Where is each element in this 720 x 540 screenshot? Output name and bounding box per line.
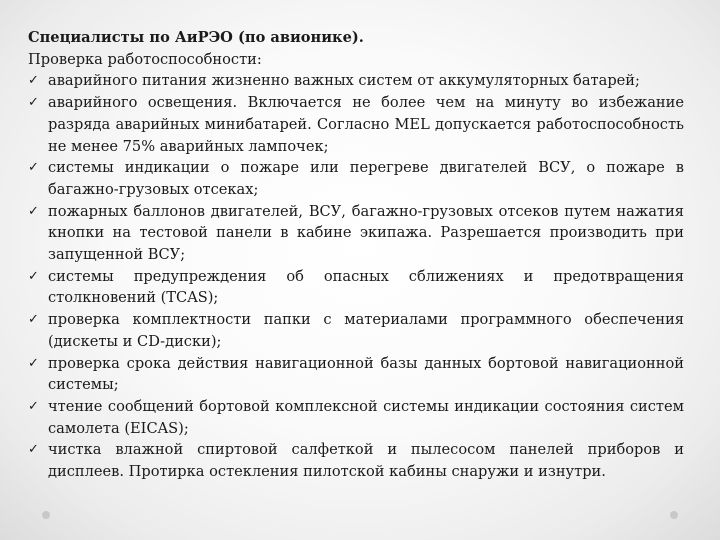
list-item — [28, 439, 684, 482]
list-item-text: чистка влажной спиртовой салфеткой и пылесосом панелей приборов и дисплеев. Протирка остекления пилотской кабины снаружи и изнутри. — [48, 441, 684, 481]
list-item — [28, 309, 684, 352]
check-icon: ✓ — [28, 95, 39, 111]
check-icon: ✓ — [28, 160, 39, 176]
decorative-dot-right — [670, 511, 678, 519]
list-item-text: аварийного освещения. Включается не более чем на минуту во избежание разряда аварийных минибатарей. Согласно MEL допускается работоспособность не менее 75% аварийных лампочек; — [48, 94, 684, 155]
list-item — [28, 92, 684, 157]
slide-heading: Специалисты по АиРЭО (по авионике). — [28, 29, 364, 46]
list-item — [28, 157, 684, 200]
check-icon: ✓ — [28, 398, 39, 414]
list-item-text: пожарных баллонов двигателей, ВСУ, багажно-грузовых отсеков путем нажатия кнопки на тестовой панели в кабине экипажа. Разрешается производить при запущенной ВСУ; — [48, 202, 684, 264]
check-icon: ✓ — [28, 73, 39, 89]
list-item — [28, 70, 684, 92]
list-item-text: чтение сообщений бортовой комплексной системы индикации состояния систем самолета (EICAS); — [48, 397, 684, 437]
check-icon: ✓ — [28, 312, 39, 328]
list-item — [28, 353, 684, 396]
list-item — [28, 396, 684, 439]
check-list — [28, 70, 684, 482]
check-icon: ✓ — [28, 355, 39, 371]
check-icon: ✓ — [28, 442, 39, 458]
list-item — [28, 266, 684, 309]
list-item-text: проверка комплектности папки с материалами программного обеспечения (дискеты и CD-диски); — [48, 311, 684, 350]
slide-content — [28, 27, 684, 483]
slide-subheading: Проверка работоспособности: — [28, 50, 262, 68]
list-item-text: системы индикации о пожаре или перегреве двигателей ВСУ, о пожаре в багажно-грузовых отсеках; — [48, 159, 684, 198]
check-icon: ✓ — [28, 268, 39, 284]
list-item-text: системы предупреждения об опасных сближениях и предотвращения столкновений (TCAS); — [48, 267, 684, 307]
check-icon: ✓ — [28, 203, 39, 219]
list-item — [28, 201, 684, 266]
list-item-text: проверка срока действия навигационной базы данных бортовой навигационной системы; — [48, 354, 684, 394]
list-item-text: аварийного питания жизненно важных систем от аккумуляторных батарей; — [48, 72, 640, 90]
decorative-dot-left — [42, 511, 50, 519]
